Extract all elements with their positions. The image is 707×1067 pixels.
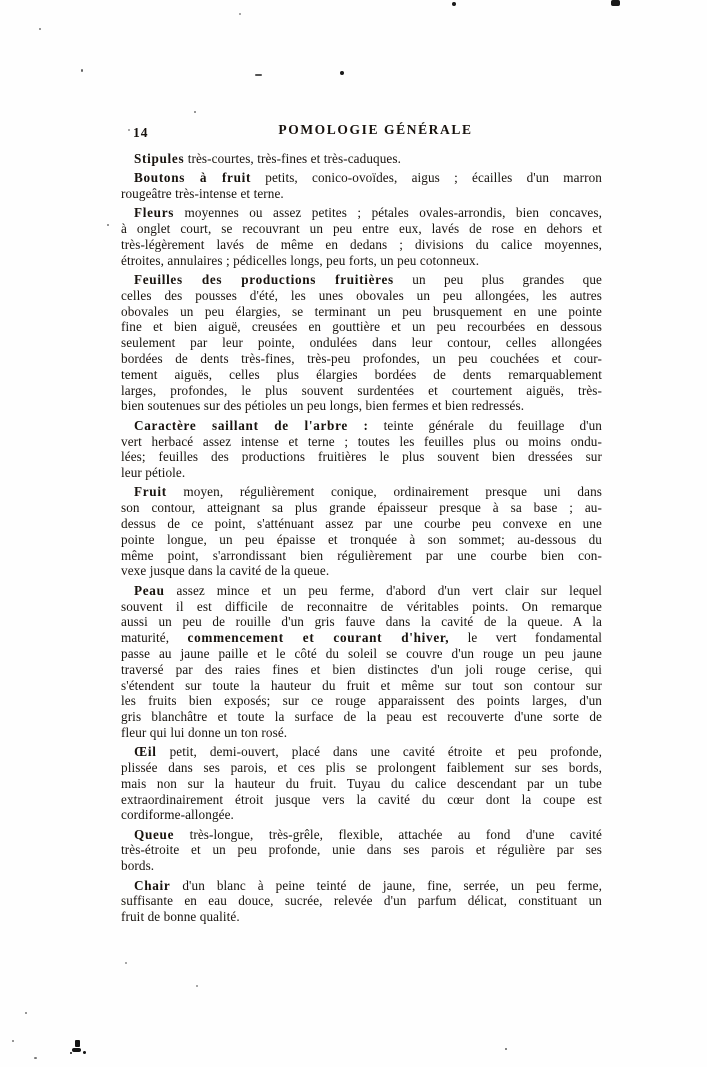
text-line: [121, 532, 602, 548]
text-line: [121, 599, 602, 615]
text-line: [121, 678, 602, 694]
scan-speck: [25, 1012, 27, 1014]
text-segment: extraordinairement étroit jusque vers la cavité du cœur dont la coupe est: [121, 791, 602, 807]
text-line: [121, 548, 602, 564]
text-line: [121, 253, 602, 269]
text-line: [121, 434, 602, 450]
scan-speck: [255, 74, 262, 76]
scan-speck: [340, 71, 344, 75]
text-segment: très-légèrement lavés de même en dedans ; divisions du calice moyennes,: [121, 236, 602, 252]
text-line: [121, 272, 602, 288]
text-line: [121, 500, 602, 516]
text-line: [121, 151, 602, 167]
text-line: [121, 776, 602, 792]
scan-speck: [125, 962, 127, 964]
text-segment: un peu plus grandes que: [393, 272, 602, 288]
text-segment: maturité,: [121, 630, 188, 646]
text-line: [121, 516, 602, 532]
paragraph-oeil: [121, 744, 602, 823]
text-segment: plissée dans ses parois, et ces plis se prolongent faiblement sur ses bords,: [121, 759, 602, 775]
scan-speck: [34, 1057, 37, 1059]
text-line: [121, 335, 602, 351]
paragraph-chair: [121, 878, 602, 925]
text-segment: larges, profondes, le plus souvent surdentées et courtement aiguës, très-: [121, 382, 602, 398]
text-segment: vert herbacé assez intense et terne ; toutes les feuilles plus ou moins ondu-: [121, 433, 602, 449]
text-line: [121, 367, 602, 383]
text-line: [121, 319, 602, 335]
text-segment: obovales un peu élargies, se terminant un peu brusquement en une pointe: [121, 303, 602, 319]
text-segment: gris blanchâtre et toute la surface de la peau est recouverte d'une sorte de: [121, 709, 602, 725]
text-segment: s'étendent sur toute la hauteur du fruit et même sur tout son contour sur: [121, 677, 602, 693]
text-line: [121, 709, 602, 725]
paragraph-lead: commencement et courant d'hiver,: [187, 630, 450, 646]
text-segment: bien soutenues sur des pétioles un peu longs, bien fermes et bien redressés.: [121, 398, 525, 414]
text-segment: bordées de dents très-fines, très-peu profondes, un peu couchées et cour-: [121, 351, 602, 367]
paragraph-lead: Fruit: [134, 484, 167, 500]
text-segment: pointe longue, un peu épaisse et tronquée à son sommet; au-dessous du: [121, 531, 602, 547]
text-segment: très-courtes, très-fines et très-caduques.: [184, 151, 401, 166]
paragraph-lead: Queue: [134, 826, 175, 842]
scan-speck: [452, 2, 456, 6]
text-segment: dessus de ce point, s'atténuant assez par une courbe peu convexe en une: [121, 516, 602, 532]
scan-speck: [611, 0, 620, 6]
text-line: [121, 630, 602, 646]
text-line: [121, 744, 602, 760]
paragraph-caractere-saillant-de-l-arbre: [121, 418, 602, 481]
scan-speck: [128, 129, 130, 131]
text-line: [121, 693, 602, 709]
text-segment: moyen, régulièrement conique, ordinairement presque uni dans: [166, 484, 602, 500]
text-segment: très-étroite et un peu profonde, unie dans ses parois et régulière par ses: [121, 842, 602, 858]
text-line: [121, 807, 602, 823]
text-line: [121, 186, 602, 202]
text-segment: le vert fondamental: [449, 630, 603, 646]
page-header: [121, 122, 602, 140]
text-line: [121, 237, 602, 253]
text-line: [121, 449, 602, 465]
text-line: [121, 205, 602, 221]
text-segment: étroites, annulaires ; pédicelles longs, peu forts, un peu cotonneux.: [121, 252, 480, 268]
text-line: [121, 170, 602, 186]
text-segment: tement aiguës, celles plus élargies bordées de dents remarquablement: [121, 366, 602, 382]
text-segment: passe au jaune paille et le côté du soleil se couvre d'un rouge un peu jaune: [121, 645, 602, 661]
text-line: [121, 398, 602, 414]
text-segment: moyennes ou assez petites ; pétales ovales-arrondis, bien concaves,: [174, 205, 602, 221]
text-line: [121, 893, 602, 909]
text-segment: à onglet court, se recouvrant un peu entre eux, lavés de rose en dehors et: [121, 221, 602, 237]
paragraph-feuilles-des-productions-fruitieres: [121, 272, 602, 414]
paragraph-lead: Œil: [134, 744, 157, 760]
text-line: [121, 351, 602, 367]
text-segment: vexe jusque dans la cavité de la queue.: [121, 563, 330, 579]
text-line: [121, 484, 602, 500]
text-line: [121, 827, 602, 843]
text-line: [121, 563, 602, 579]
text-block: [121, 151, 602, 925]
text-segment: fine et bien aiguë, creusées en gouttière et un peu recourbées en dessous: [121, 319, 602, 335]
text-segment: traversé par des raies fines et bien distinctes d'un joli rouge cerise, qui: [121, 661, 602, 677]
text-line: [121, 614, 602, 630]
text-segment: très-longue, très-grêle, flexible, attachée au fond d'une cavité: [174, 826, 602, 842]
text-line: [121, 465, 602, 481]
text-segment: mais non sur la hauteur du fruit. Tuyau du calice descendant par un tube: [121, 775, 602, 791]
text-segment: leur pétiole.: [121, 465, 186, 481]
paragraph-lead: Peau: [134, 582, 165, 598]
paragraph-boutons-a-fruit: [121, 170, 602, 202]
text-segment: assez mince et un peu ferme, d'abord d'un vert clair sur lequel: [164, 582, 602, 598]
text-line: [121, 304, 602, 320]
paragraph-stipules: [121, 151, 602, 167]
text-segment: fleur qui lui donne un ton rosé.: [121, 724, 288, 740]
text-line: [121, 662, 602, 678]
text-line: [121, 646, 602, 662]
text-segment: bords.: [121, 858, 155, 874]
paragraph-fleurs: [121, 205, 602, 268]
text-segment: petit, demi-ouvert, placé dans une cavité étroite et peu profonde,: [156, 744, 602, 760]
running-title: POMOLOGIE GÉNÉRALE: [278, 122, 473, 137]
text-line: [121, 878, 602, 894]
text-line: [121, 760, 602, 776]
text-segment: cordiforme-allongée.: [121, 807, 234, 823]
text-segment: même point, s'arrondissant bien régulièrement par une courbe bien con-: [121, 547, 602, 563]
text-line: [121, 725, 602, 741]
text-segment: son contour, atteignant sa plus grande épaisseur presque à sa base ; au-: [121, 500, 602, 516]
text-segment: d'un blanc à peine teinté de jaune, fine, serrée, un peu ferme,: [170, 877, 602, 893]
text-segment: teinte générale du feuillage d'un: [368, 417, 603, 433]
text-line: [121, 288, 602, 304]
text-segment: les fruits bien exposés; sur ce rouge apparaissent des points larges, d'un: [121, 693, 602, 709]
text-line: [121, 383, 602, 399]
text-segment: fruit de bonne qualité.: [121, 909, 240, 925]
page-number: 14: [133, 125, 149, 140]
paragraph-queue: [121, 827, 602, 874]
scan-speck: [194, 111, 196, 113]
scan-speck: [239, 13, 241, 15]
text-segment: lées; feuilles des productions fruitières le plus souvent bien dressées sur: [121, 449, 602, 465]
paragraph-lead: Feuilles des productions fruitières: [134, 272, 394, 288]
scan-speck: [12, 1040, 14, 1042]
paragraph-lead: Boutons à fruit: [134, 170, 252, 186]
paragraph-lead: Stipules: [134, 151, 185, 166]
text-segment: petits, conico-ovoïdes, aigus ; écailles d'un marron: [251, 170, 602, 186]
text-line: [121, 583, 602, 599]
text-segment: seulement par leur pointe, ondulées dans leur contour, celles allongées: [121, 335, 602, 351]
paragraph-lead: Fleurs: [134, 205, 175, 221]
scan-speck: [81, 69, 83, 72]
text-line: [121, 792, 602, 808]
scan-speck: [196, 985, 198, 987]
ink-blot: [70, 1040, 92, 1058]
scan-speck: [39, 28, 41, 30]
text-segment: suffisante en eau douce, sucrée, relevée d'un parfum délicat, constituant un: [121, 893, 602, 909]
paragraph-fruit: [121, 484, 602, 579]
paragraph-peau: [121, 583, 602, 741]
text-segment: rougeâtre très-intense et terne.: [121, 186, 284, 202]
text-line: [121, 418, 602, 434]
scan-speck: [107, 224, 109, 226]
text-line: [121, 909, 602, 925]
paragraph-lead: Chair: [134, 877, 171, 893]
text-line: [121, 858, 602, 874]
text-segment: celles des pousses d'été, les unes obovales un peu allongées, les autres: [121, 287, 602, 303]
text-line: [121, 842, 602, 858]
text-segment: aussi un peu de rouille d'un gris fauve dans la cavité de la queue. A la: [121, 614, 602, 630]
text-segment: souvent il est difficile de reconnaitre de véritables points. On remarque: [121, 598, 602, 614]
scan-speck: [505, 1048, 507, 1050]
text-line: [121, 221, 602, 237]
paragraph-lead: Caractère saillant de l'arbre :: [134, 417, 369, 433]
